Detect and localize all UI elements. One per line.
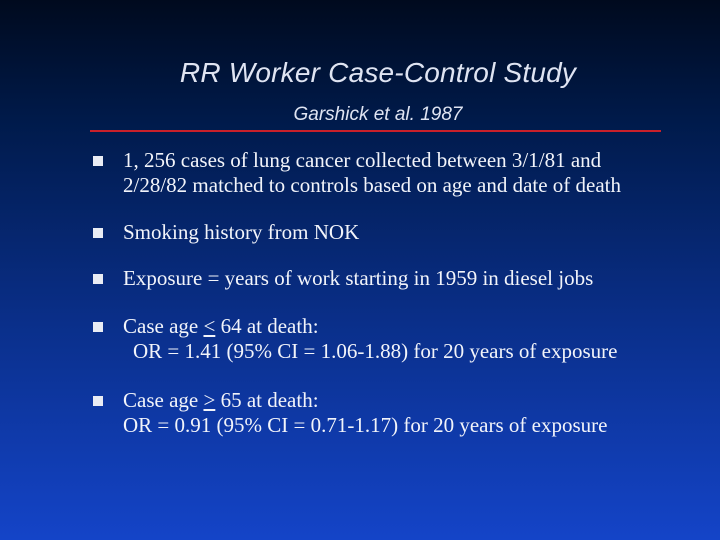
slide-title: RR Worker Case-Control Study [179,57,577,88]
bullet-1-line-2: 2/28/82 matched to controls based on age and date of death [123,173,622,197]
square-bullet-icon [93,396,103,406]
less-than-or-equal-symbol: < [203,314,216,338]
bullet-4-prefix: Case age [123,314,204,338]
greater-than-or-equal-symbol: > [203,388,216,412]
bullet-5-line-2: OR = 0.91 (95% CI = 0.71-1.17) for 20 years of exposure [123,413,608,437]
bullet-5-suffix: 65 at death: [215,388,319,412]
bullet-4-suffix: 64 at death: [215,314,319,338]
bullet-1-line-1: 1, 256 cases of lung cancer collected between 3/1/81 and [123,148,602,172]
square-bullet-icon [93,228,103,238]
title-divider [90,130,661,132]
bullet-5-line-1 [123,388,713,413]
bullet-2-line-1: Smoking history from NOK [123,220,360,244]
bullet-item-2 [123,220,713,245]
square-bullet-icon [93,274,103,284]
slide-subtitle: Garshick et al. 1987 [293,104,463,125]
bullet-4-line-1 [123,314,713,339]
bullet-4-line-2: OR = 1.41 (95% CI = 1.06-1.88) for 20 years of exposure [133,339,618,363]
bullet-item-4 [123,314,713,364]
square-bullet-icon [93,156,103,166]
square-bullet-icon [93,322,103,332]
bullet-item-1 [123,148,713,198]
bullet-item-5 [123,388,713,438]
bullet-5-prefix: Case age [123,388,204,412]
bullet-3-line-1: Exposure = years of work starting in 1959 in diesel jobs [123,266,594,290]
bullet-item-3 [123,266,713,291]
